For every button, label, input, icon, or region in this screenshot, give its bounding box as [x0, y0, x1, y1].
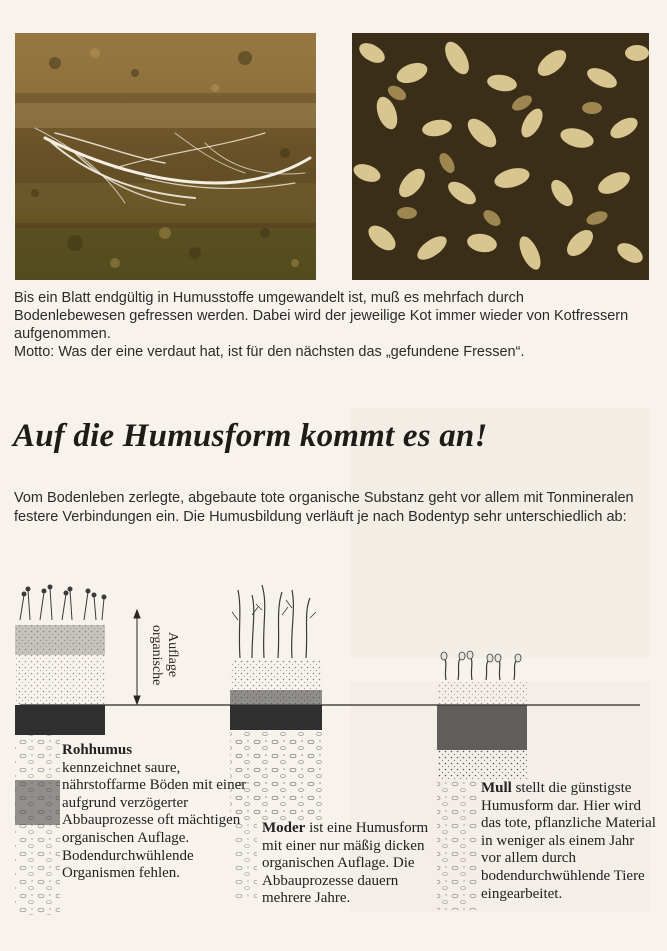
moder-text: ist eine Humusform mit einer nur mäßig dicken organischen Auflage. Die Abbauprozesse dauern mehrere Jahre. — [262, 820, 429, 907]
caption-text: Bis ein Blatt endgültig in Humusstoffe umgewandelt ist, muß es mehrfach durch Bodenlebewesen gefressen werden. Dabei wird der jeweilige Kot immer wieder von Kotfressern aufgenommen. — [14, 290, 629, 342]
mull-description — [481, 780, 656, 903]
rohhumus-text: kennzeichnet saure, nährstoffarme Böden mit einer aufgrund verzögerter Abbauprozesse oft mächtigen organischen Auflage. Bodendurchwühlende Organismen fehlen. — [62, 759, 247, 882]
rohhumus-term: Rohhumus — [62, 742, 133, 758]
axis-label-organische: organische — [149, 625, 164, 686]
photo-caption — [14, 289, 634, 361]
root-hair-photo — [15, 33, 316, 280]
rohhumus-description — [62, 742, 252, 883]
intro-paragraph: Vom Bodenleben zerlegte, abgebaute tote organische Substanz geht vor allem mit Tonmineralen festere Verbindungen ein. Die Humusbildung verläuft je nach Bodentyp sehr unterschiedlich ab: — [14, 490, 634, 525]
mull-text: stellt die günstigste Humusform dar. Hier wird das tote, pflanzliche Material in weniger als einem Jahr vor allem durch bodendurchwühlende Tiere eingearbeitet. — [481, 780, 656, 902]
crumb-photo — [352, 33, 649, 280]
mull-term: Mull — [481, 780, 512, 796]
moder-description — [262, 820, 437, 908]
moder-term: Moder — [262, 820, 306, 836]
section-headline: Auf die Humusform kommt es an! — [13, 418, 488, 454]
caption-motto: Motto: Was der eine verdaut hat, ist für den nächsten das „gefundene Fressen“. — [14, 344, 525, 360]
axis-label-auflage: Auflage — [165, 632, 180, 678]
